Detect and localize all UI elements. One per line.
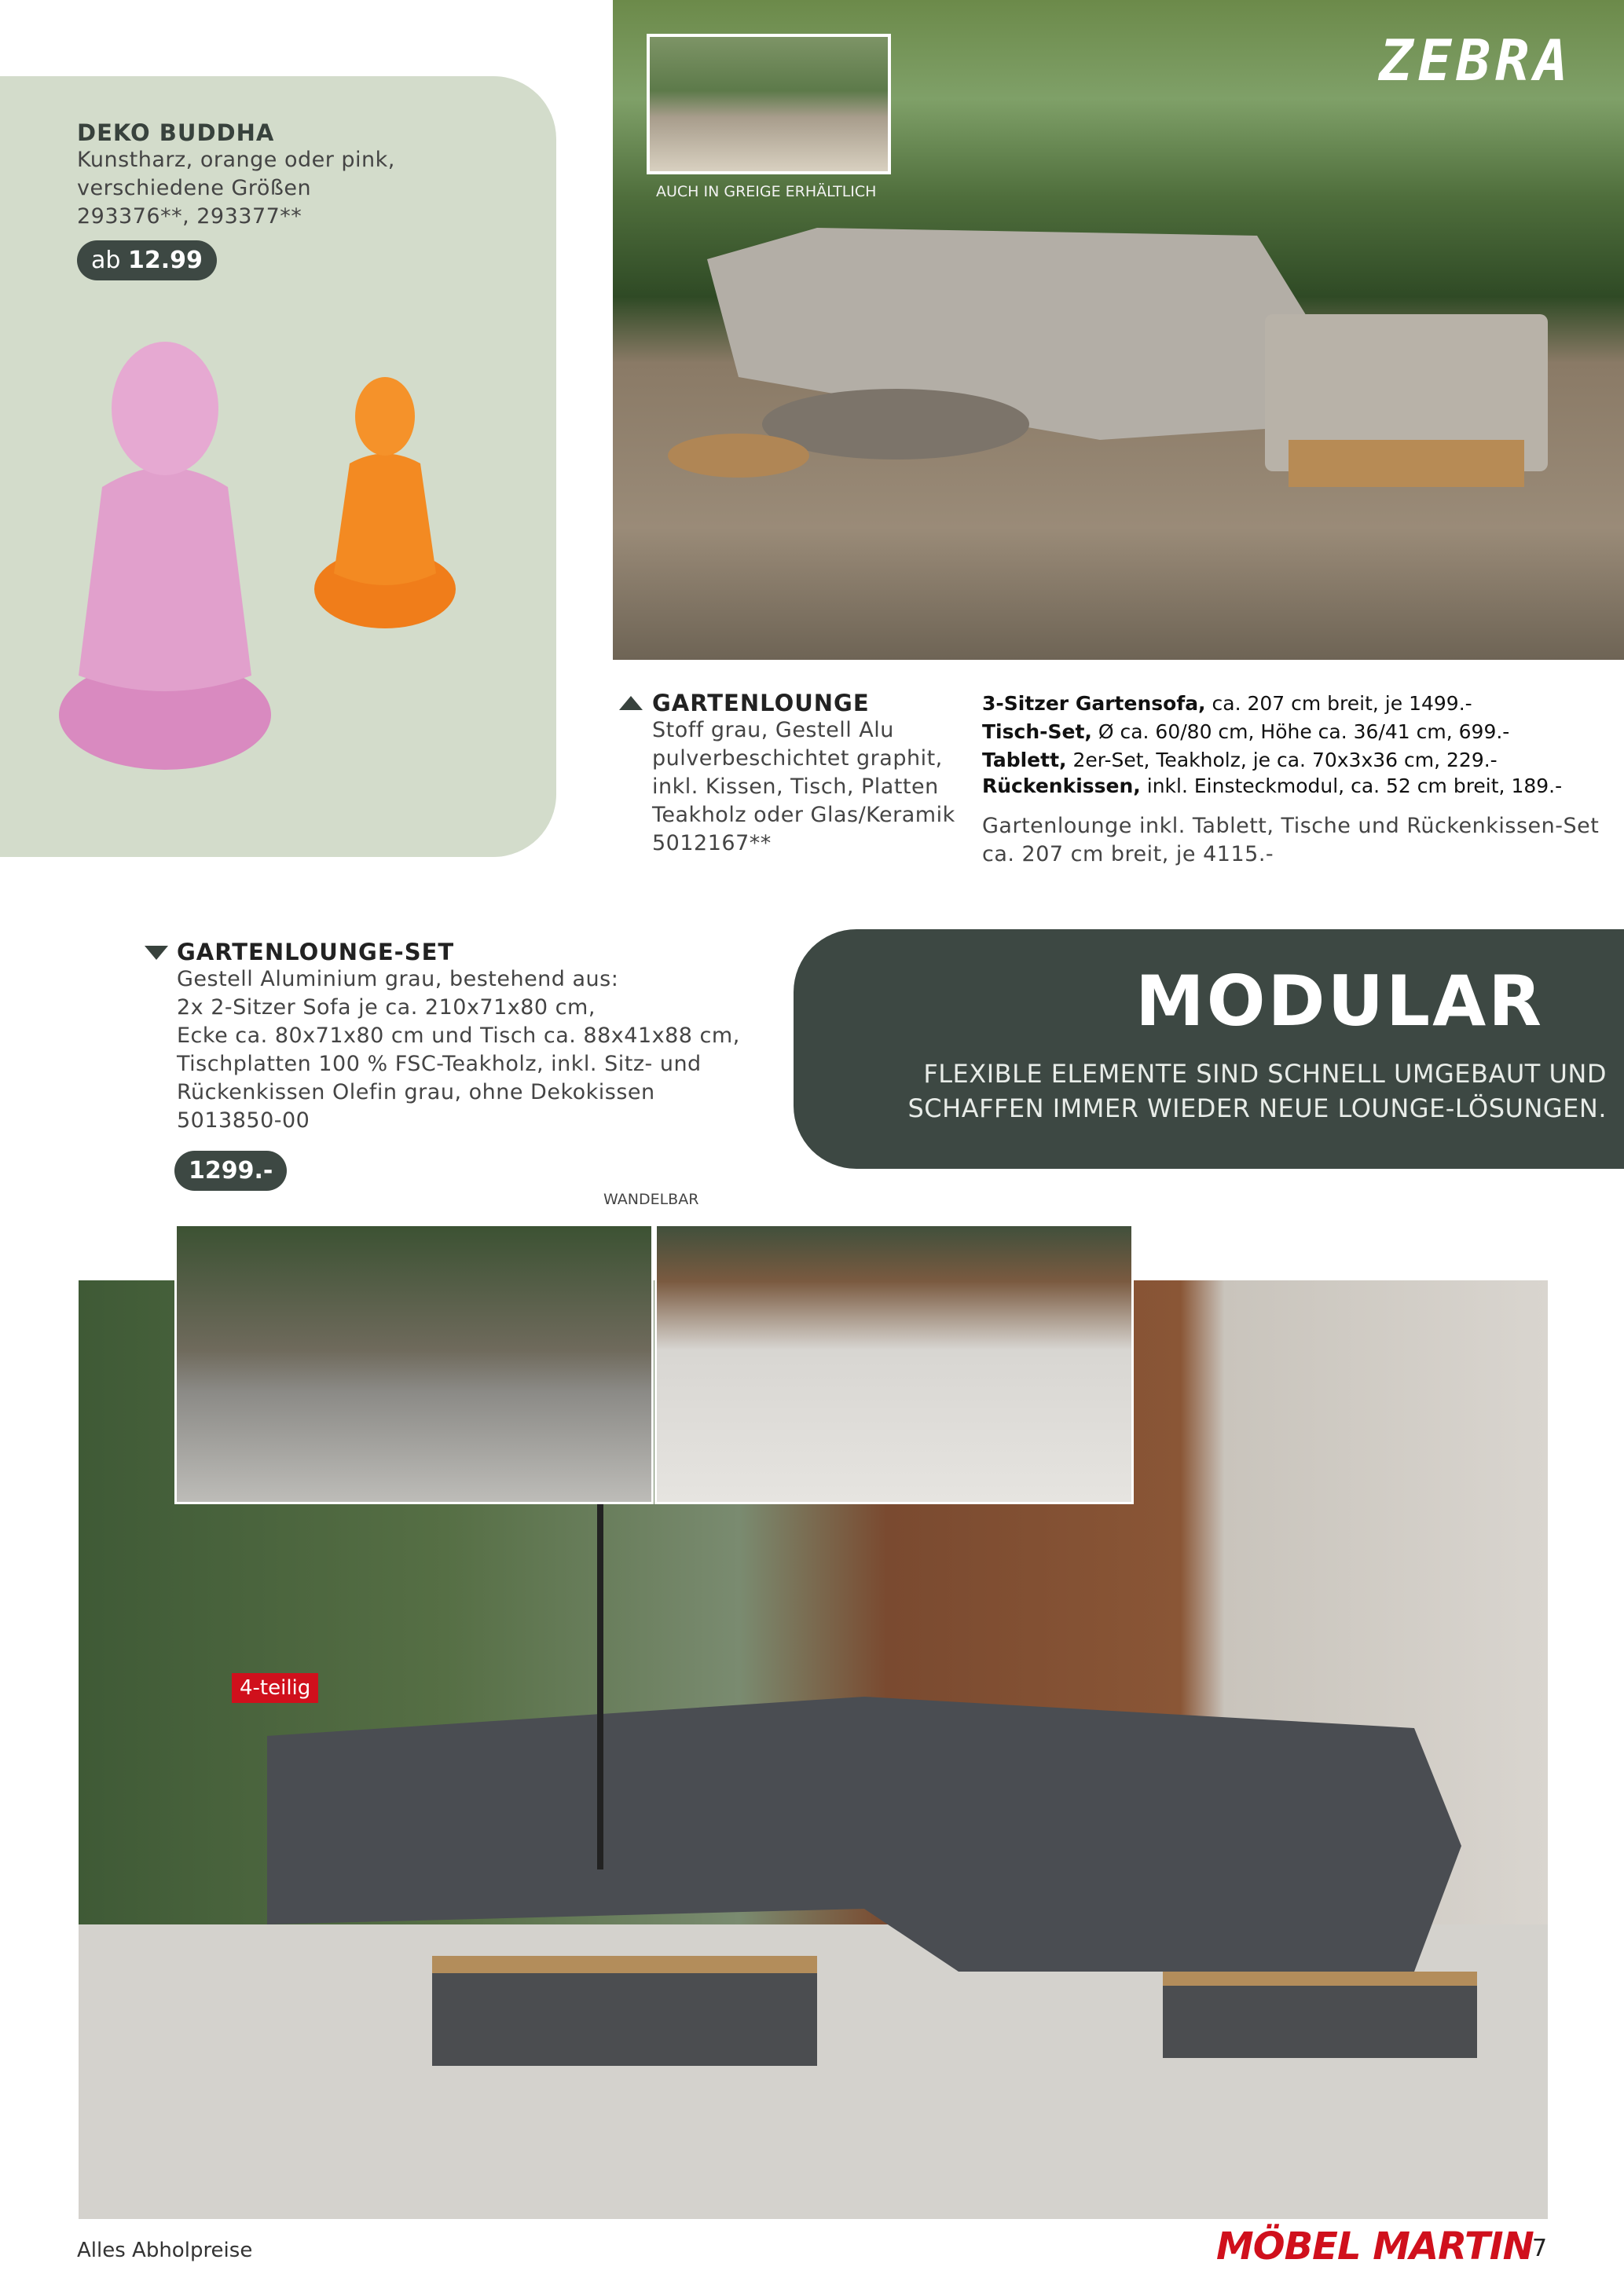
gartenlounge-line: inkl. Kissen, Tisch, Platten xyxy=(652,774,939,799)
variant-photo-1 xyxy=(174,1224,654,1504)
page-number: 7 xyxy=(1532,2235,1548,2262)
modular-title: MODULAR xyxy=(1135,961,1544,1042)
set-title: GARTENLOUNGE-SET xyxy=(177,939,455,965)
set-line: 5013850-00 xyxy=(177,1108,310,1133)
footer-note: Alles Abholpreise xyxy=(77,2239,253,2262)
price-prefix: ab xyxy=(91,247,121,274)
variant-photo-2 xyxy=(654,1224,1134,1504)
gartenlounge-line: Stoff grau, Gestell Alu xyxy=(652,718,894,742)
gartenlounge-title: GARTENLOUNGE xyxy=(652,690,870,716)
moebel-martin-logo: MÖBEL MARTIN xyxy=(1216,2225,1534,2269)
modular-subtitle xyxy=(907,1056,1607,1126)
deko-buddha-text xyxy=(77,119,395,280)
buddha-title: DEKO BUDDHA xyxy=(77,119,275,146)
buddha-line: verschiedene Größen xyxy=(77,176,312,200)
gartenlounge-line: 5012167** xyxy=(652,831,772,855)
greige-inset-photo xyxy=(647,34,891,174)
price-item xyxy=(982,718,1599,746)
set-price-badge: 1299.- xyxy=(174,1151,287,1191)
set-line: Ecke ca. 80x71x80 cm und Tisch ca. 88x41x88 cm, xyxy=(177,1023,740,1048)
buddha-line: Kunstharz, orange oder pink, xyxy=(77,148,395,172)
item-detail: Ø ca. 60/80 cm, Höhe ca. 36/41 cm, 699.- xyxy=(1091,720,1510,743)
price-item xyxy=(982,690,1599,718)
buddha-line: 293376**, 293377** xyxy=(77,204,302,229)
item-name: Tisch-Set, xyxy=(982,720,1092,743)
summary-line: Gartenlounge inkl. Tablett, Tische und Rückenkissen-Set xyxy=(982,814,1600,838)
summary-line: ca. 207 cm breit, je 4115.- xyxy=(982,842,1274,866)
gartenlounge-text xyxy=(652,690,955,858)
item-detail: ca. 207 cm breit, je 1499.- xyxy=(1205,692,1472,715)
zebra-logo: ZEBRA xyxy=(1379,27,1573,93)
wandelbar-caption: WANDELBAR xyxy=(603,1191,699,1208)
item-detail: inkl. Einsteckmodul, ca. 52 cm breit, 189.- xyxy=(1140,774,1563,797)
buddha-price-badge xyxy=(77,240,217,280)
item-name: 3-Sitzer Gartensofa, xyxy=(982,692,1206,715)
set-line: Tischplatten 100 % FSC-Teakholz, inkl. Sitz- und xyxy=(177,1052,702,1076)
subtitle-line: SCHAFFEN IMMER WIEDER NEUE LOUNGE-LÖSUNGEN. xyxy=(907,1093,1607,1123)
item-name: Rückenkissen, xyxy=(982,774,1141,797)
gartenlounge-prices xyxy=(982,690,1599,869)
item-name: Tablett, xyxy=(982,749,1067,771)
set-line: Rückenkissen Olefin grau, ohne Dekokissen xyxy=(177,1080,655,1104)
set-text xyxy=(177,939,740,1135)
gartenlounge-line: Teakholz oder Glas/Keramik xyxy=(652,803,955,827)
set-line: Gestell Aluminium grau, bestehend aus: xyxy=(177,967,619,991)
price-item xyxy=(982,774,1599,798)
triangle-up-icon xyxy=(619,696,643,710)
item-detail: 2er-Set, Teakholz, je ca. 70x3x36 cm, 229.- xyxy=(1066,749,1498,771)
subtitle-line: FLEXIBLE ELEMENTE SIND SCHNELL UMGEBAUT UND xyxy=(923,1059,1607,1089)
inset-caption: AUCH IN GREIGE ERHÄLTLICH xyxy=(656,183,877,200)
price-item xyxy=(982,746,1599,774)
price-value: 12.99 xyxy=(127,247,203,274)
set-line: 2x 2-Sitzer Sofa je ca. 210x71x80 cm, xyxy=(177,995,596,1020)
modular-banner xyxy=(794,929,1624,1169)
buddha-figures-image xyxy=(39,330,511,801)
gartenlounge-line: pulverbeschichtet graphit, xyxy=(652,746,943,771)
triangle-down-icon xyxy=(145,946,168,960)
four-part-badge: 4-teilig xyxy=(232,1673,318,1703)
